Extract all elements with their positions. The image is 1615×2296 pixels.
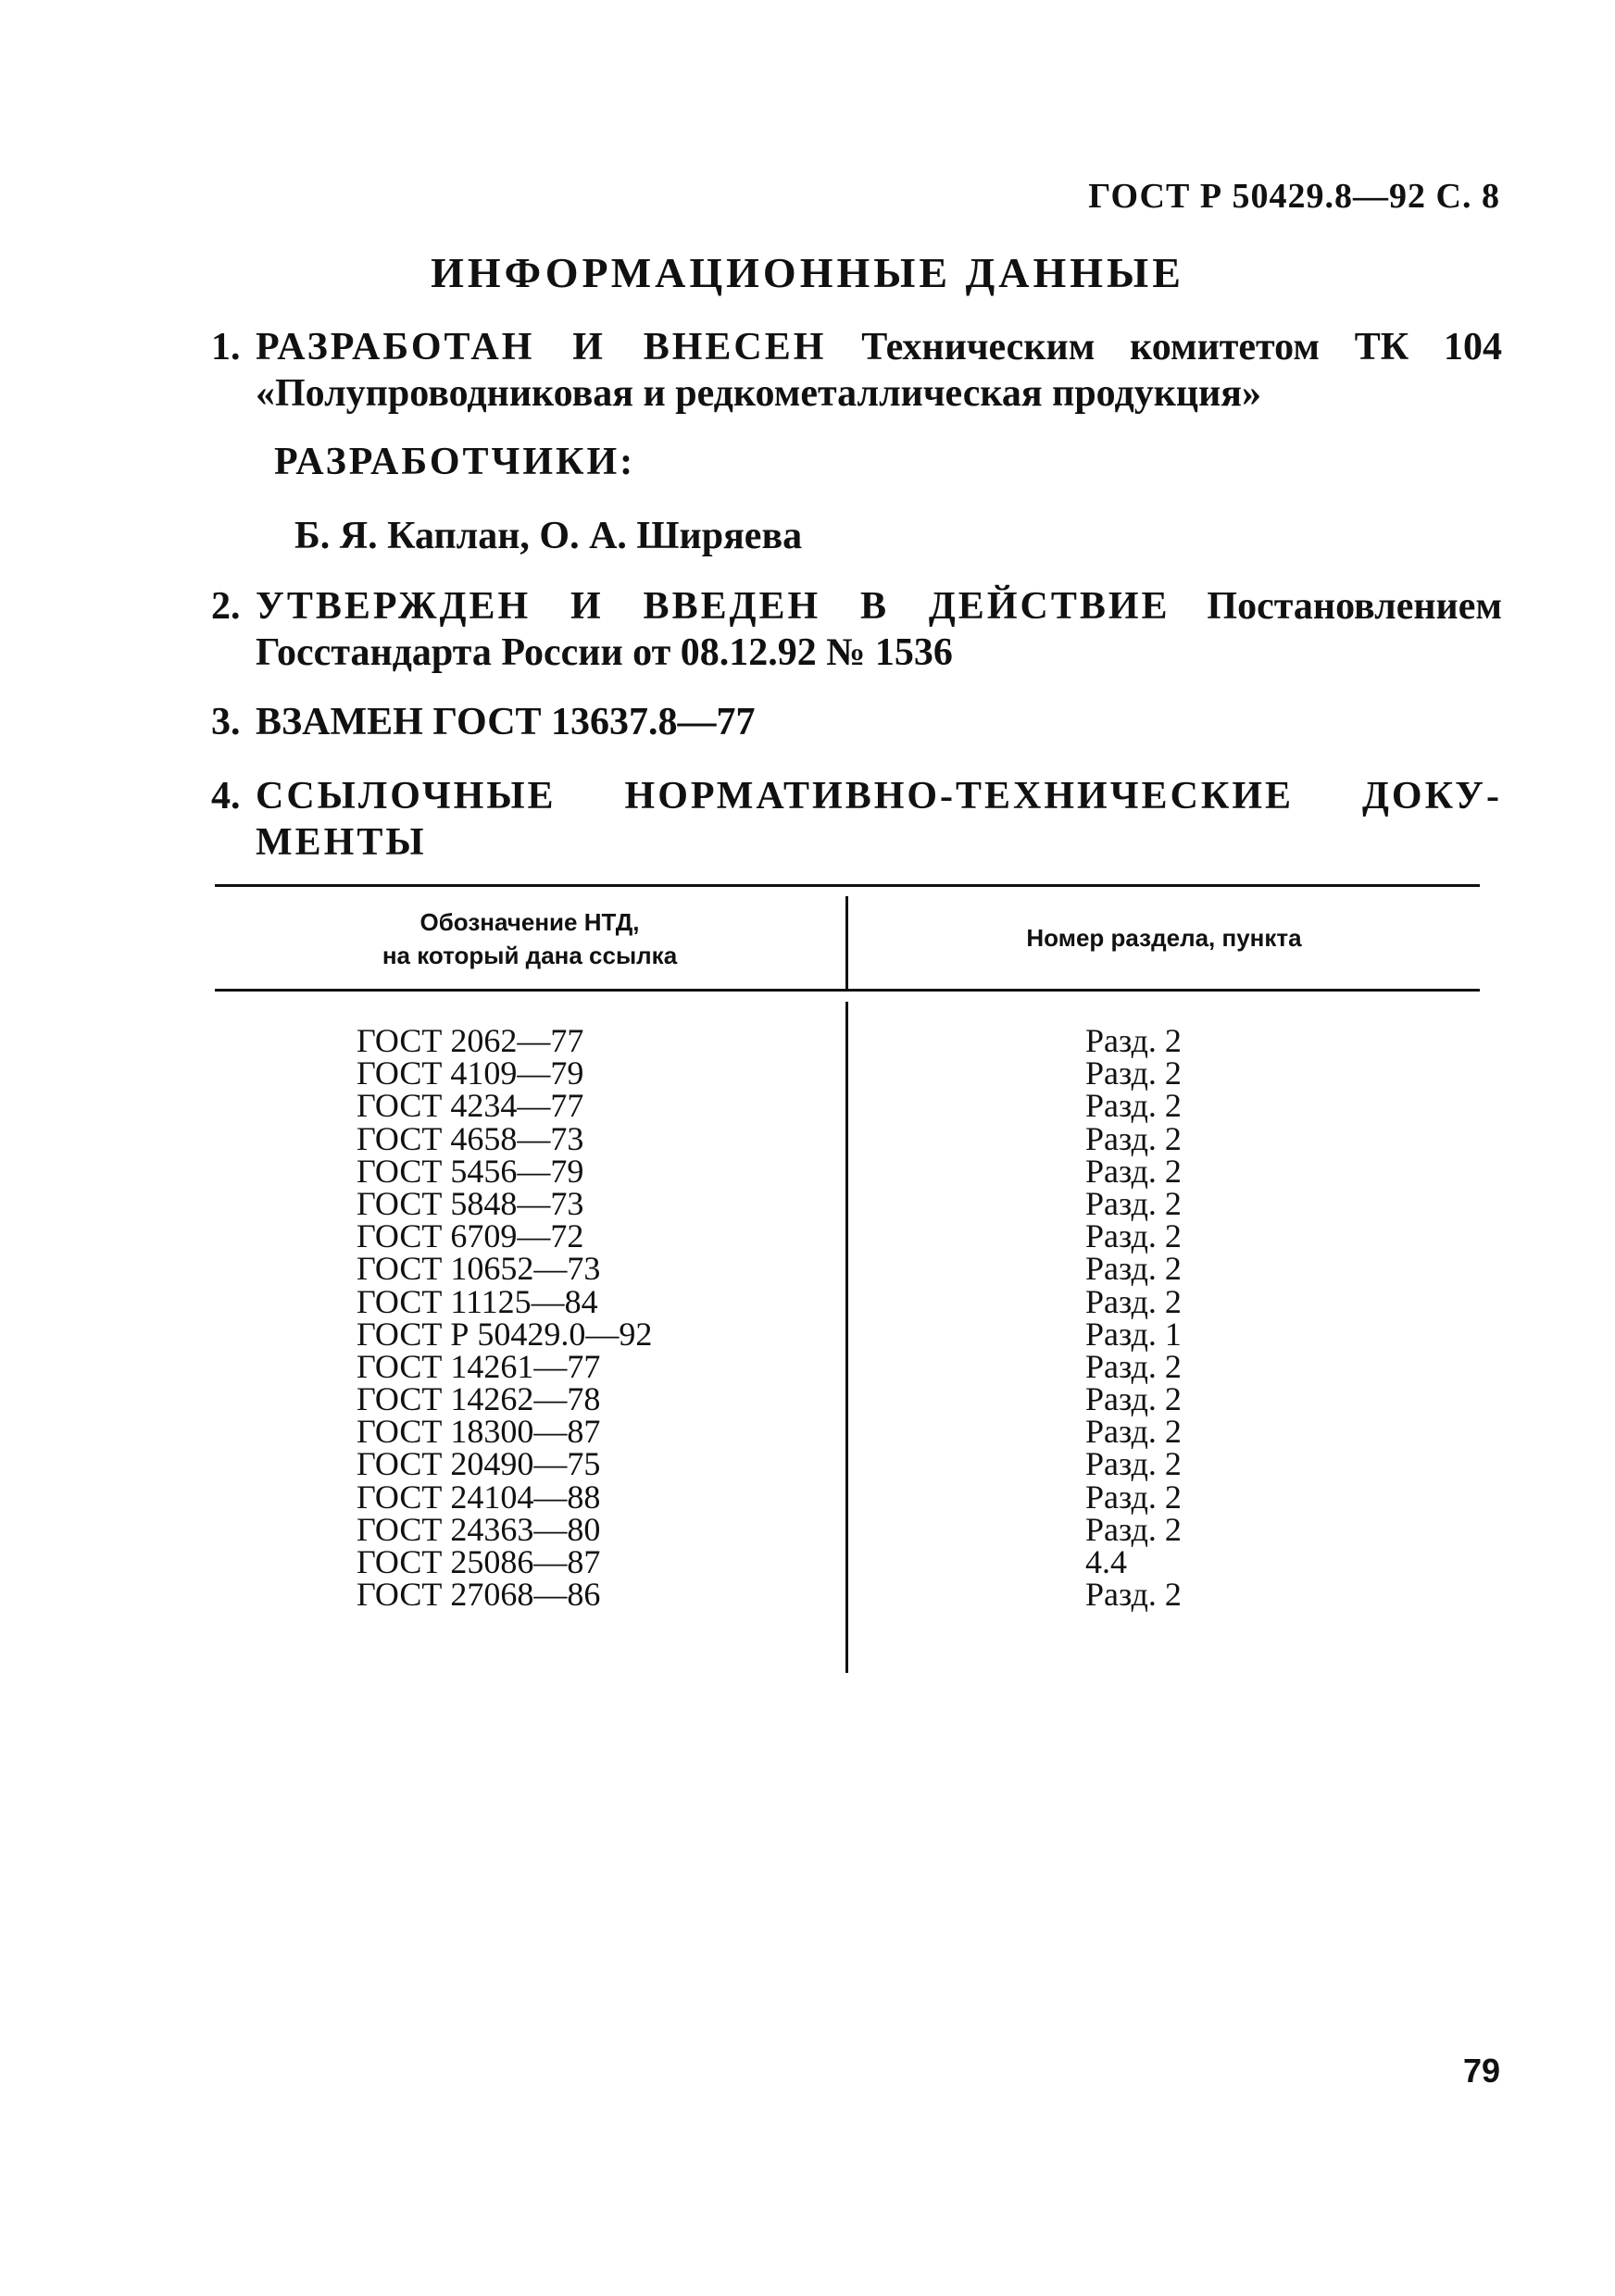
page-title: ИНФОРМАЦИОННЫЕ ДАННЫЕ [431, 249, 1184, 296]
table-cell-section: Разд. 2 [1085, 1478, 1182, 1516]
table-cell-section: Разд. 2 [1085, 1152, 1182, 1190]
table-cell-doc: ГОСТ 20490—75 [357, 1445, 601, 1483]
table-cell-section: Разд. 2 [1085, 1184, 1182, 1222]
table-cell-doc: ГОСТ 14261—77 [357, 1347, 601, 1385]
table-cell-doc: ГОСТ 24104—88 [357, 1478, 601, 1516]
table-cell-doc: ГОСТ 14262—78 [357, 1380, 601, 1418]
table-cell-doc: ГОСТ 4658—73 [357, 1119, 584, 1157]
table-header-doc-line2: на который дана ссылка [382, 942, 678, 969]
info-item-1 [211, 324, 1502, 417]
item-caps: РАЗРАБОТАН И ВНЕСЕН [256, 326, 827, 368]
table-cell-section: Разд. 2 [1085, 1347, 1182, 1385]
document-reference: ГОСТ Р 50429.8—92 С. 8 [1088, 177, 1500, 216]
table-cell-section: Разд. 2 [1085, 1282, 1182, 1320]
table-cell-doc: ГОСТ 10652—73 [357, 1250, 601, 1288]
page-number: 79 [1462, 2052, 1500, 2090]
table-column-sections [1085, 1022, 1182, 1614]
table-cell-section: Разд. 2 [1085, 1054, 1182, 1092]
developers-heading: РАЗРАБОТЧИКИ: [274, 441, 636, 483]
table-cell-doc: ГОСТ Р 50429.0—92 [357, 1315, 653, 1353]
table-cell-doc: ГОСТ 27068—86 [357, 1576, 601, 1614]
table-cell-doc: ГОСТ 2062—77 [357, 1022, 584, 1059]
table-cell-section: Разд. 2 [1085, 1445, 1182, 1483]
table-cell-section: Разд. 1 [1085, 1315, 1182, 1353]
item-caps-continued: МЕНТЫ [256, 821, 427, 864]
item-number: 1. [211, 326, 241, 368]
table-cell-section: Разд. 2 [1085, 1250, 1182, 1288]
table-cell-doc: ГОСТ 11125—84 [357, 1282, 598, 1320]
table-header-doc [215, 905, 845, 972]
table-cell-section: Разд. 2 [1085, 1022, 1182, 1059]
table-cell-section: 4.4 [1085, 1543, 1127, 1580]
item-number: 3. [211, 701, 241, 743]
table-body-divider [845, 1002, 848, 1673]
table-column-docs [357, 1022, 653, 1614]
table-cell-section: Разд. 2 [1085, 1510, 1182, 1548]
table-header-rule [215, 989, 1480, 992]
info-item-3 [211, 699, 1502, 745]
table-cell-doc: ГОСТ 24363—80 [357, 1510, 601, 1548]
table-cell-section: Разд. 2 [1085, 1119, 1182, 1157]
table-cell-doc: ГОСТ 4109—79 [357, 1054, 584, 1092]
table-cell-section: Разд. 2 [1085, 1217, 1182, 1255]
table-cell-section: Разд. 2 [1085, 1087, 1182, 1125]
table-cell-doc: ГОСТ 25086—87 [357, 1543, 601, 1580]
item-number: 4. [211, 775, 241, 817]
table-cell-doc: ГОСТ 6709—72 [357, 1217, 584, 1255]
table-cell-doc: ГОСТ 4234—77 [357, 1087, 584, 1125]
table-header-section: Номер раздела, пункта [1026, 924, 1302, 952]
table-cell-section: Разд. 2 [1085, 1380, 1182, 1418]
item-caps: ВЗАМЕН ГОСТ 13637.8—77 [256, 701, 756, 743]
info-item-4 [211, 773, 1502, 866]
table-cell-section: Разд. 2 [1085, 1413, 1182, 1451]
item-text: Постановлением Госстандарта России от 08.12.92 № 1536 [256, 585, 1503, 674]
item-caps: ССЫЛОЧНЫЕ НОРМАТИВНО-ТЕХНИЧЕСКИЕ ДОКУ- [256, 775, 1502, 817]
info-item-2 [211, 583, 1502, 676]
developers-names: Б. Я. Каплан, О. А. Ширяева [294, 515, 803, 557]
table-cell-doc: ГОСТ 5848—73 [357, 1184, 584, 1222]
item-caps: УТВЕРЖДЕН И ВВЕДЕН В ДЕЙСТВИЕ [256, 585, 1171, 628]
item-text: Техническим комитетом ТК 104 «Полупроводниковая и редкометаллическая продукция» [256, 326, 1502, 415]
table-top-rule [215, 884, 1480, 887]
item-number: 2. [211, 585, 241, 628]
table-cell-section: Разд. 2 [1085, 1576, 1182, 1614]
table-cell-doc: ГОСТ 5456—79 [357, 1152, 584, 1190]
table-header-doc-line1: Обозначение НТД, [419, 908, 640, 936]
table-cell-doc: ГОСТ 18300—87 [357, 1413, 601, 1451]
